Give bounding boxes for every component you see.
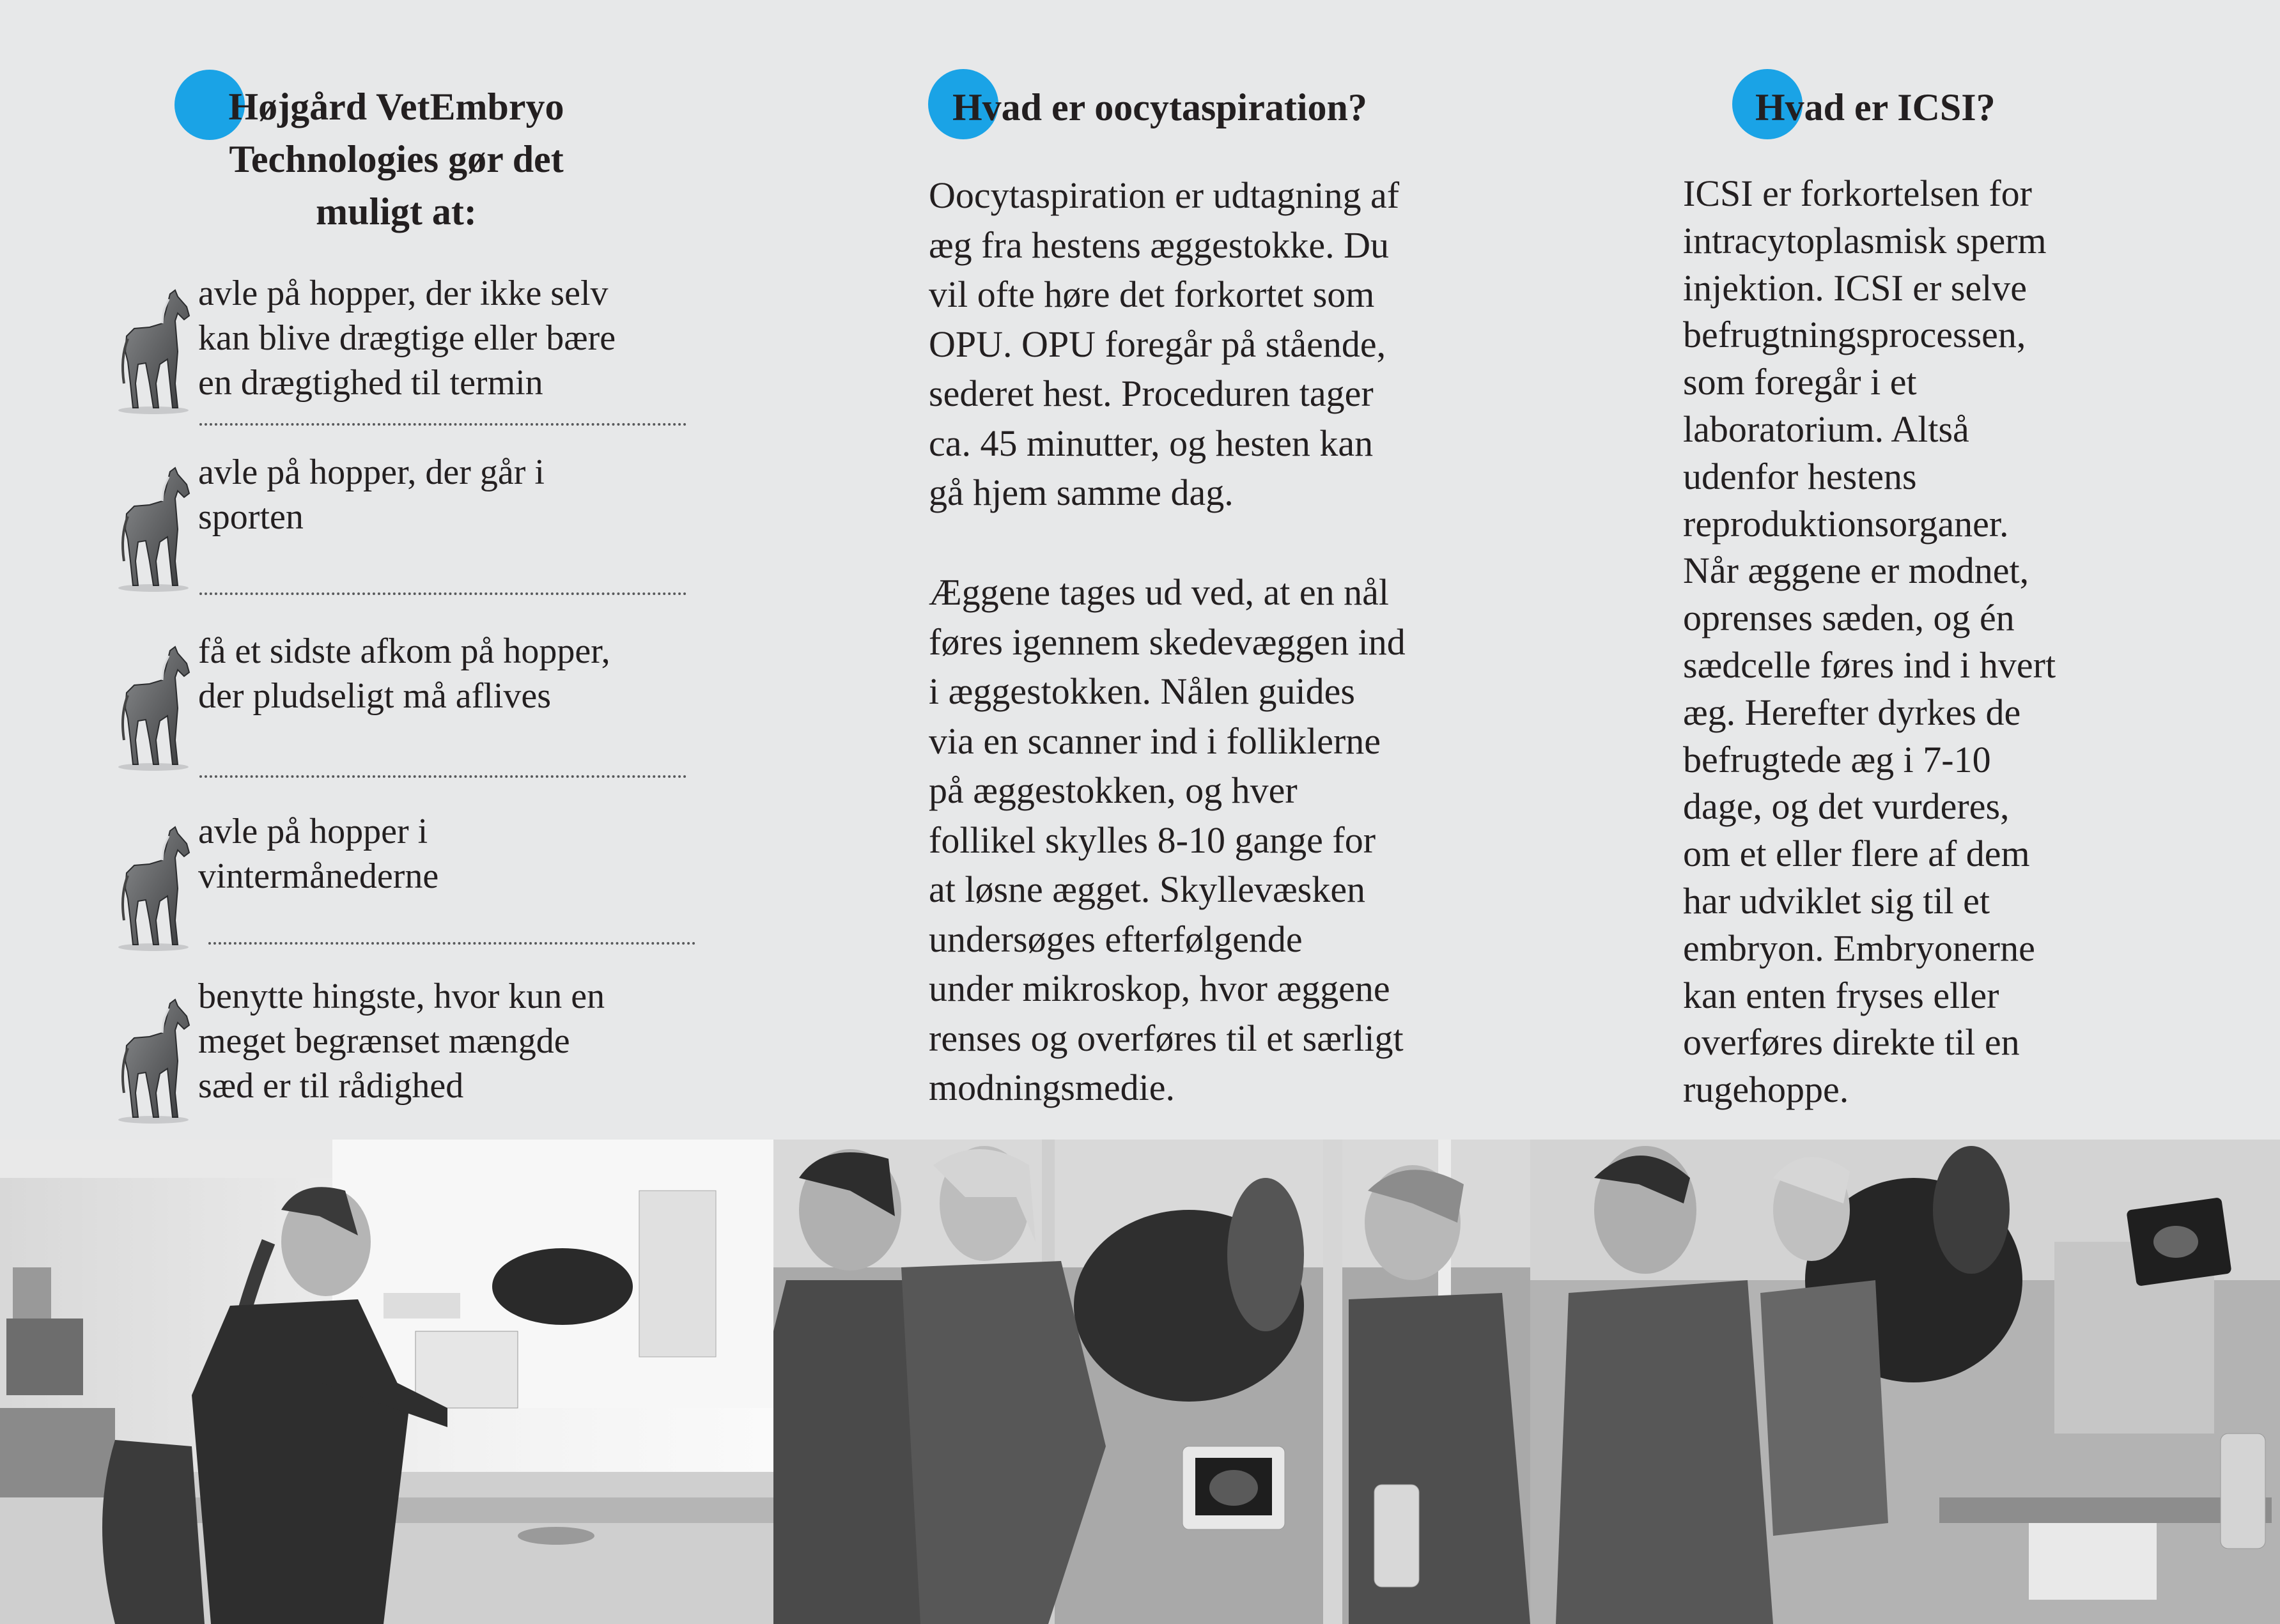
horse-icon bbox=[109, 824, 198, 952]
column-2-heading: Hvad er oocytaspiration? bbox=[952, 86, 1367, 128]
opu-procedure-photo bbox=[773, 1140, 1530, 1624]
column-3-heading: Hvad er ICSI? bbox=[1755, 86, 1996, 128]
divider bbox=[199, 592, 686, 595]
column-2-paragraph-2: Æggene tages ud ved, at en nål føres igennem skedevæggen ind i æggestokken. Nålen guides via en scanner ind i folliklerne på æggestokken, og hver follikel skylles 8-10 gange for at løsne ægget. Skyllevæsken undersøges efterfølgende under mikroskop, hvor æggene renses og overføres til et særligt modningsmedie. bbox=[929, 571, 1406, 1108]
horse-icon bbox=[109, 465, 198, 593]
horse-icon bbox=[109, 644, 198, 772]
column-3 bbox=[1534, 0, 2280, 1140]
divider bbox=[199, 423, 686, 426]
icsi-team-photo bbox=[1530, 1140, 2280, 1624]
column-2 bbox=[767, 0, 1534, 1140]
column-1: Højgård VetEmbryo Technologies gør det muligt at: avle på hopper, der ikke selv kan blive drægtige eller bære en drægtighed til termin avle på hopper, der går i sporten få et sidste afkom på hopper, der pludseligt må aflives avle på hopper i vintermånederne benytte hingste, hvor kun en meget begrænset mængde sæd er til rådighed bbox=[0, 0, 767, 1140]
divider bbox=[199, 775, 686, 778]
horse-icon bbox=[109, 997, 198, 1125]
photo-strip bbox=[0, 1140, 2280, 1624]
lab-microscope-photo bbox=[0, 1140, 773, 1624]
divider bbox=[208, 942, 695, 945]
column-1-heading: Højgård VetEmbryo Technologies gør det muligt at: bbox=[228, 86, 564, 233]
column-3-paragraph: ICSI er forkortelsen for intracytoplasmisk sperm injektion. ICSI er selve befrugtningsprocessen, som foregår i et laboratorium. Altså udenfor hestens reproduktionsorganer. Når æggene er modnet, oprenses sæden, og én sædcelle føres ind i hvert æg. Herefter dyrkes de befrugtede æg i 7-10 dage, og det vurderes, om et eller flere af dem har udviklet sig til et embryon. Embryonerne kan enten fryses eller overføres direkte til en rugehoppe. bbox=[1683, 173, 2056, 1111]
column-2-paragraph-1: Oocytaspiration er udtagning af æg fra hestens æggestokke. Du vil ofte høre det forkortet som OPU. OPU foregår på stående, sederet hest. Proceduren tager ca. 45 minutter, og hesten kan gå hjem samme dag. bbox=[929, 174, 1400, 513]
horse-icon bbox=[109, 288, 198, 415]
